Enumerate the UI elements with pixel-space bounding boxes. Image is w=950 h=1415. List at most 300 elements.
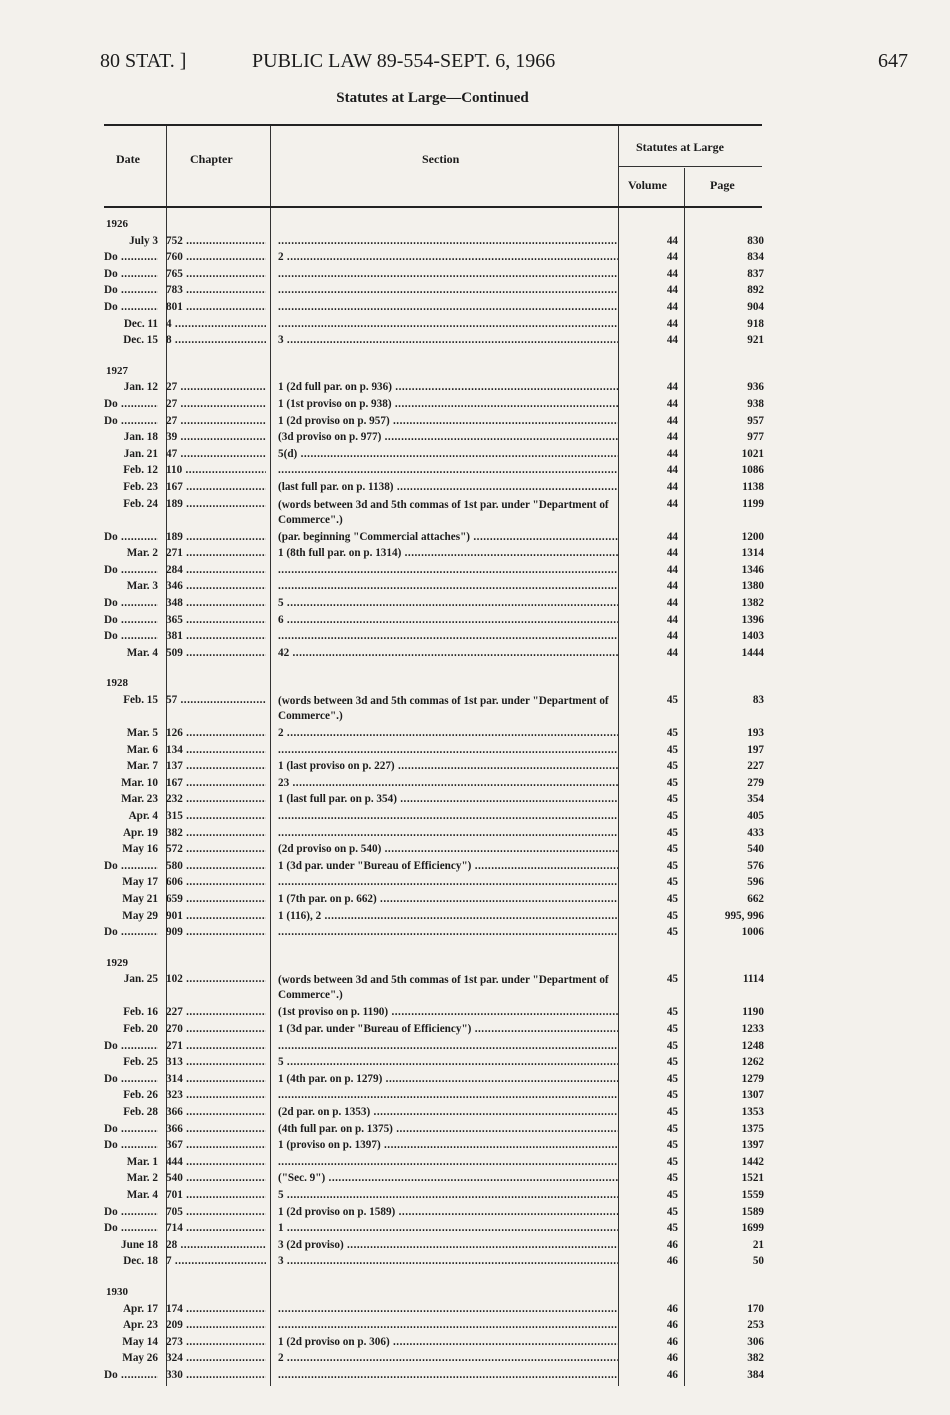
page-cell: 1279 <box>741 1072 764 1085</box>
volume-cell: 44 <box>666 646 678 659</box>
table-row <box>104 793 762 810</box>
table-row <box>104 876 762 893</box>
table-row <box>104 1156 762 1173</box>
table-row <box>104 235 762 252</box>
volume-cell: 44 <box>666 630 678 643</box>
page-cell: 1346 <box>741 563 764 576</box>
volume-cell: 44 <box>666 334 678 347</box>
volume-cell: 46 <box>666 1335 678 1348</box>
section-cell <box>278 464 618 476</box>
year-heading: 1926 <box>106 218 128 230</box>
date-cell: Do ..... <box>104 415 158 427</box>
volume-cell: 45 <box>666 743 678 756</box>
chapter-cell: 7 ..... <box>166 1255 266 1267</box>
volume-cell: 45 <box>666 1155 678 1168</box>
page-cell: 83 <box>752 694 764 706</box>
page-cell: 1190 <box>742 1006 764 1019</box>
chapter-cell: 39 ..... <box>166 431 266 443</box>
section-cell <box>278 1156 618 1168</box>
date-cell: Do ..... <box>104 1123 158 1135</box>
chapter-cell: 659 ..... <box>166 893 266 905</box>
section-cell: 1 (2d full par. on p. 936) ..... <box>278 381 618 393</box>
table-row <box>104 1089 762 1106</box>
volume-cell: 45 <box>666 1039 678 1052</box>
page-cell: 354 <box>747 793 764 806</box>
page-cell: 170 <box>747 1302 764 1315</box>
statutes-table <box>104 124 762 1386</box>
section-cell: 1 (last full par. on p. 354) ..... <box>278 793 618 805</box>
date-cell: Do ..... <box>104 564 158 576</box>
date-cell: Jan. 12 <box>123 381 158 394</box>
volume-cell: 46 <box>666 1302 678 1315</box>
chapter-cell: 760 ..... <box>166 251 266 263</box>
volume-cell: 44 <box>666 597 678 609</box>
volume-cell: 44 <box>666 547 678 560</box>
page-cell: 1521 <box>741 1172 764 1185</box>
table-row <box>104 464 762 481</box>
volume-cell: 44 <box>666 563 678 576</box>
chapter-cell: 909 ..... <box>166 926 266 938</box>
section-cell: 3 ..... <box>278 334 618 346</box>
section-cell: (2d proviso on p. 540) ..... <box>278 843 618 855</box>
date-cell: Mar. 4 <box>126 1189 158 1201</box>
table-row <box>104 614 762 631</box>
table-row <box>104 1239 762 1256</box>
section-cell: 1 (8th full par. on p. 1314) ..... <box>278 547 618 559</box>
page-cell: 1396 <box>741 613 764 626</box>
section-cell: 23 ..... <box>278 777 618 789</box>
page-cell: 193 <box>747 727 764 739</box>
table-row <box>104 1040 762 1057</box>
table-row <box>104 1056 762 1073</box>
date-cell: May 26 <box>122 1352 158 1365</box>
chapter-cell: 4 ..... <box>166 318 266 330</box>
section-cell: 3 (2d proviso) ..... <box>278 1239 618 1251</box>
section-cell: (2d par. on p. 1353) ..... <box>278 1106 618 1118</box>
date-cell: Feb. 12 <box>123 464 158 477</box>
table-row <box>104 498 762 531</box>
table-title: Statutes at Large—Continued <box>336 90 529 106</box>
page-cell: 892 <box>747 284 764 297</box>
date-cell: Mar. 2 <box>126 1172 158 1185</box>
page-cell: 384 <box>747 1369 764 1381</box>
page-cell: 382 <box>747 1352 764 1365</box>
chapter-cell: 346 ..... <box>166 580 266 592</box>
section-cell: 5 ..... <box>278 1189 618 1201</box>
section-cell <box>278 926 618 938</box>
volume-cell: 45 <box>666 793 678 806</box>
page-cell: 1380 <box>741 580 764 593</box>
section-cell: 2 ..... <box>278 251 618 263</box>
volume-cell: 45 <box>666 694 678 706</box>
volume-cell: 44 <box>666 530 678 543</box>
table-row <box>104 973 762 1006</box>
date-cell: May 14 <box>122 1335 158 1348</box>
volume-cell: 45 <box>666 826 678 839</box>
volume-cell: 45 <box>666 1023 678 1035</box>
table-row <box>104 580 762 597</box>
page-cell: 1382 <box>741 597 764 609</box>
volume-cell: 45 <box>666 859 678 872</box>
volume-cell: 44 <box>666 301 678 313</box>
section-cell <box>278 744 618 756</box>
date-cell: Do ..... <box>104 1073 158 1085</box>
year-heading: 1928 <box>106 677 128 690</box>
section-cell <box>278 1089 618 1101</box>
table-row <box>104 760 762 777</box>
table-row <box>104 268 762 285</box>
page-cell: 936 <box>747 381 764 394</box>
volume-cell: 44 <box>666 251 678 264</box>
volume-cell: 44 <box>666 317 678 330</box>
page-cell: 306 <box>747 1335 764 1348</box>
volume-cell: 46 <box>666 1319 678 1332</box>
chapter-cell: 509 ..... <box>166 647 266 659</box>
date-cell: Do ..... <box>104 1206 158 1218</box>
table-row <box>104 1106 762 1123</box>
volume-cell: 46 <box>666 1255 678 1268</box>
page-cell: 1559 <box>741 1189 764 1201</box>
date-cell: Dec. 18 <box>123 1255 158 1268</box>
chapter-cell: 348 ..... <box>166 597 266 609</box>
chapter-cell: 102 ..... <box>166 973 266 985</box>
chapter-cell: 134 ..... <box>166 744 266 756</box>
volume-cell: 44 <box>666 447 678 460</box>
date-cell: Jan. 21 <box>123 447 158 460</box>
table-row <box>104 1369 762 1386</box>
table-row <box>104 1255 762 1272</box>
page-header <box>100 50 908 80</box>
chapter-cell: 8 ..... <box>166 334 266 346</box>
statute-volume-ref: 80 STAT. ] <box>100 50 187 72</box>
volume-cell: 44 <box>666 398 678 410</box>
col-chapter-header: Chapter <box>190 152 233 166</box>
table-row <box>104 318 762 335</box>
table-row <box>104 531 762 548</box>
page-cell: 540 <box>747 843 764 856</box>
section-cell <box>278 1319 618 1331</box>
volume-cell: 45 <box>666 843 678 856</box>
table-row <box>104 564 762 581</box>
volume-cell: 44 <box>666 234 678 247</box>
date-cell: Jan. 18 <box>123 431 158 444</box>
section-cell: 1 ..... <box>278 1222 618 1234</box>
table-row <box>104 398 762 415</box>
page-cell: 1307 <box>741 1089 764 1102</box>
table-row <box>104 694 762 727</box>
table-row <box>104 910 762 927</box>
page-cell: 830 <box>747 234 764 247</box>
section-cell: 2 ..... <box>278 727 618 739</box>
section-cell: 1 (2d proviso on p. 1589) ..... <box>278 1206 618 1218</box>
page-cell: 1699 <box>741 1222 764 1235</box>
table-row <box>104 284 762 301</box>
volume-cell: 45 <box>666 810 678 822</box>
chapter-cell: 606 ..... <box>166 876 266 888</box>
chapter-cell: 167 ..... <box>166 777 266 789</box>
chapter-cell: 270 ..... <box>166 1023 266 1035</box>
section-cell <box>278 1040 618 1052</box>
volume-cell: 44 <box>666 381 678 394</box>
table-row <box>104 1319 762 1336</box>
page-cell: 1200 <box>741 530 764 543</box>
date-cell: Do ..... <box>104 926 158 938</box>
date-cell: July 3 <box>129 234 158 247</box>
page-cell: 1262 <box>741 1056 764 1069</box>
date-cell: Do ..... <box>104 251 158 263</box>
page-number: 647 <box>878 50 908 72</box>
chapter-cell: 313 ..... <box>166 1056 266 1068</box>
date-cell: Dec. 15 <box>123 334 158 347</box>
table-row <box>104 1352 762 1369</box>
date-cell: Mar. 10 <box>121 776 158 789</box>
section-cell: 1 (2d proviso on p. 306) ..... <box>278 1336 618 1348</box>
table-body <box>104 208 762 1386</box>
table-row <box>104 251 762 268</box>
page-cell: 197 <box>747 743 764 756</box>
page-cell: 1233 <box>741 1023 764 1035</box>
chapter-cell: 273 ..... <box>166 1336 266 1348</box>
volume-cell: 45 <box>666 1205 678 1218</box>
section-cell: (words between 3d and 5th commas of 1st par. under "Department of Commerce".) <box>278 498 609 526</box>
chapter-cell: 227 ..... <box>166 1006 266 1018</box>
page-cell: 1444 <box>741 646 764 659</box>
volume-cell: 44 <box>666 284 678 297</box>
chapter-cell: 27 ..... <box>166 415 266 427</box>
page-cell: 938 <box>747 398 764 410</box>
chapter-cell: 189 ..... <box>166 531 266 543</box>
table-row <box>104 301 762 318</box>
page-cell: 1375 <box>741 1122 764 1135</box>
volume-cell: 44 <box>666 481 678 493</box>
table-row <box>104 547 762 564</box>
page-cell: 596 <box>747 876 764 889</box>
date-cell: Do ..... <box>104 1139 158 1151</box>
date-cell: Feb. 25 <box>123 1056 158 1069</box>
date-cell: Apr. 19 <box>122 826 158 839</box>
page-cell: 837 <box>747 267 764 280</box>
volume-cell: 45 <box>666 1172 678 1185</box>
date-cell: Do ..... <box>104 398 158 410</box>
page-cell: 662 <box>747 893 764 905</box>
chapter-cell: 382 ..... <box>166 827 266 839</box>
section-cell: (3d proviso on p. 977) ..... <box>278 431 618 443</box>
chapter-cell: 315 ..... <box>166 810 266 822</box>
volume-cell: 45 <box>666 1122 678 1135</box>
page-cell: 918 <box>747 317 764 330</box>
page-cell: 1021 <box>741 447 764 460</box>
section-cell <box>278 268 618 280</box>
section-cell: 5 ..... <box>278 1056 618 1068</box>
volume-cell: 44 <box>666 497 678 510</box>
date-cell: Do ..... <box>104 1222 158 1234</box>
section-cell <box>278 1369 618 1381</box>
volume-cell: 44 <box>666 580 678 593</box>
volume-cell: 45 <box>666 973 678 986</box>
section-cell: 1 (proviso on p. 1397) ..... <box>278 1139 618 1151</box>
section-cell: 5(d) ..... <box>278 448 618 460</box>
table-row <box>104 431 762 448</box>
volume-cell: 44 <box>666 464 678 477</box>
chapter-cell: 714 ..... <box>166 1222 266 1234</box>
chapter-cell: 366 ..... <box>166 1123 266 1135</box>
section-cell: 42 ..... <box>278 647 618 659</box>
date-cell: Mar. 4 <box>126 646 158 659</box>
col-section-header: Section <box>422 152 460 166</box>
table-row <box>104 1206 762 1223</box>
date-cell: June 18 <box>121 1238 158 1251</box>
chapter-cell: 27 ..... <box>166 398 266 410</box>
section-cell: 1 (4th par. on p. 1279) ..... <box>278 1073 618 1085</box>
col-statutes-header: Statutes at Large <box>636 140 724 154</box>
table-row <box>104 630 762 647</box>
date-cell: Feb. 26 <box>123 1089 158 1102</box>
date-cell: Feb. 15 <box>123 694 158 706</box>
page-cell: 1086 <box>741 464 764 477</box>
section-cell: 1 (2d proviso on p. 957) ..... <box>278 415 618 427</box>
date-cell: Mar. 23 <box>121 793 158 806</box>
section-cell <box>278 580 618 592</box>
volume-cell: 45 <box>666 893 678 905</box>
date-cell: Do ..... <box>104 301 158 313</box>
section-cell: 1 (3d par. under "Bureau of Efficiency") ..... <box>278 1023 618 1035</box>
page-cell: 576 <box>747 859 764 872</box>
page-cell: 904 <box>747 301 764 313</box>
table-row <box>104 448 762 465</box>
section-cell: (par. beginning "Commercial attaches") ..... <box>278 531 618 543</box>
volume-cell: 46 <box>666 1369 678 1381</box>
chapter-cell: 271 ..... <box>166 1040 266 1052</box>
date-cell: Mar. 6 <box>126 743 158 756</box>
volume-cell: 44 <box>666 267 678 280</box>
section-cell <box>278 630 618 642</box>
page-cell: 1138 <box>742 481 764 493</box>
page-cell: 253 <box>747 1319 764 1332</box>
chapter-cell: 366 ..... <box>166 1106 266 1118</box>
table-row <box>104 827 762 844</box>
law-title: PUBLIC LAW 89-554-SEPT. 6, 1966 <box>252 50 556 72</box>
table-row <box>104 1023 762 1040</box>
table-row <box>104 1189 762 1206</box>
date-cell: Dec. 11 <box>123 317 158 330</box>
page-cell: 1353 <box>741 1106 764 1118</box>
date-cell: Do ..... <box>104 614 158 626</box>
date-cell: Do ..... <box>104 284 158 296</box>
section-cell <box>278 1303 618 1315</box>
page-cell: 279 <box>747 776 764 789</box>
chapter-cell: 27 ..... <box>166 381 266 393</box>
volume-cell: 46 <box>666 1352 678 1365</box>
chapter-cell: 167 ..... <box>166 481 266 493</box>
section-cell <box>278 876 618 888</box>
page-cell: 834 <box>747 251 764 264</box>
section-cell: ("Sec. 9") ..... <box>278 1172 618 1184</box>
section-cell <box>278 827 618 839</box>
date-cell: Do ..... <box>104 1369 158 1381</box>
year-heading: 1930 <box>106 1286 128 1298</box>
chapter-cell: 284 ..... <box>166 564 266 576</box>
date-cell: May 21 <box>122 893 158 905</box>
chapter-cell: 47 ..... <box>166 448 266 460</box>
date-cell: Do ..... <box>104 531 158 543</box>
chapter-cell: 174 ..... <box>166 1303 266 1315</box>
table-row <box>104 843 762 860</box>
page-cell: 1248 <box>741 1039 764 1052</box>
date-cell: Do ..... <box>104 268 158 280</box>
page-cell: 1314 <box>741 547 764 560</box>
date-cell: Mar. 5 <box>126 727 158 739</box>
volume-cell: 45 <box>666 1006 678 1019</box>
page-cell: 1114 <box>742 973 764 986</box>
col-date-header: Date <box>116 152 140 166</box>
section-cell: 6 ..... <box>278 614 618 626</box>
section-cell: 2 ..... <box>278 1352 618 1364</box>
date-cell: Mar. 2 <box>126 547 158 560</box>
page-cell: 50 <box>752 1255 764 1268</box>
date-cell: Do ..... <box>104 860 158 872</box>
section-cell: 3 ..... <box>278 1255 618 1267</box>
volume-cell: 44 <box>666 613 678 626</box>
page-cell: 1589 <box>741 1205 764 1218</box>
section-cell: (words between 3d and 5th commas of 1st par. under "Department of Commerce".) <box>278 974 609 1002</box>
chapter-cell: 271 ..... <box>166 547 266 559</box>
page-cell: 1006 <box>741 926 764 939</box>
chapter-cell: 765 ..... <box>166 268 266 280</box>
section-cell: 1 (1st proviso on p. 938) ..... <box>278 398 618 410</box>
date-cell: Feb. 28 <box>123 1106 158 1118</box>
volume-cell: 45 <box>666 1189 678 1201</box>
volume-cell: 45 <box>666 1106 678 1118</box>
table-row <box>104 1222 762 1239</box>
date-cell: May 29 <box>122 909 158 922</box>
col-page-header: Page <box>710 178 735 192</box>
chapter-cell: 324 ..... <box>166 1352 266 1364</box>
chapter-cell: 232 ..... <box>166 793 266 805</box>
section-cell: 1 (last proviso on p. 227) ..... <box>278 760 618 772</box>
date-cell: Feb. 24 <box>123 497 158 510</box>
table-row <box>104 926 762 943</box>
table-row <box>104 777 762 794</box>
year-heading: 1927 <box>106 364 128 377</box>
section-cell <box>278 235 618 247</box>
page-cell: 957 <box>747 414 764 427</box>
volume-cell: 45 <box>666 1222 678 1235</box>
chapter-cell: 314 ..... <box>166 1073 266 1085</box>
section-cell: 1 (7th par. on p. 662) ..... <box>278 893 618 905</box>
chapter-cell: 801 ..... <box>166 301 266 313</box>
volume-cell: 45 <box>666 1072 678 1085</box>
page-cell: 227 <box>747 760 764 773</box>
section-cell: (4th full par. on p. 1375) ..... <box>278 1123 618 1135</box>
section-cell: 1 (116), 2 ..... <box>278 910 618 922</box>
page-cell: 1403 <box>741 630 764 643</box>
chapter-cell: 752 ..... <box>166 235 266 247</box>
table-row <box>104 860 762 877</box>
volume-cell: 44 <box>666 414 678 427</box>
col-volume-header: Volume <box>628 178 667 192</box>
chapter-cell: 701 ..... <box>166 1189 266 1201</box>
date-cell: Do ..... <box>104 1040 158 1052</box>
table-row <box>104 1172 762 1189</box>
date-cell: Apr. 4 <box>128 810 158 822</box>
table-header <box>104 124 762 208</box>
table-row <box>104 1139 762 1156</box>
date-cell: May 17 <box>122 876 158 889</box>
chapter-cell: 323 ..... <box>166 1089 266 1101</box>
date-cell: Do ..... <box>104 597 158 609</box>
year-heading: 1929 <box>106 956 128 969</box>
section-cell <box>278 564 618 576</box>
